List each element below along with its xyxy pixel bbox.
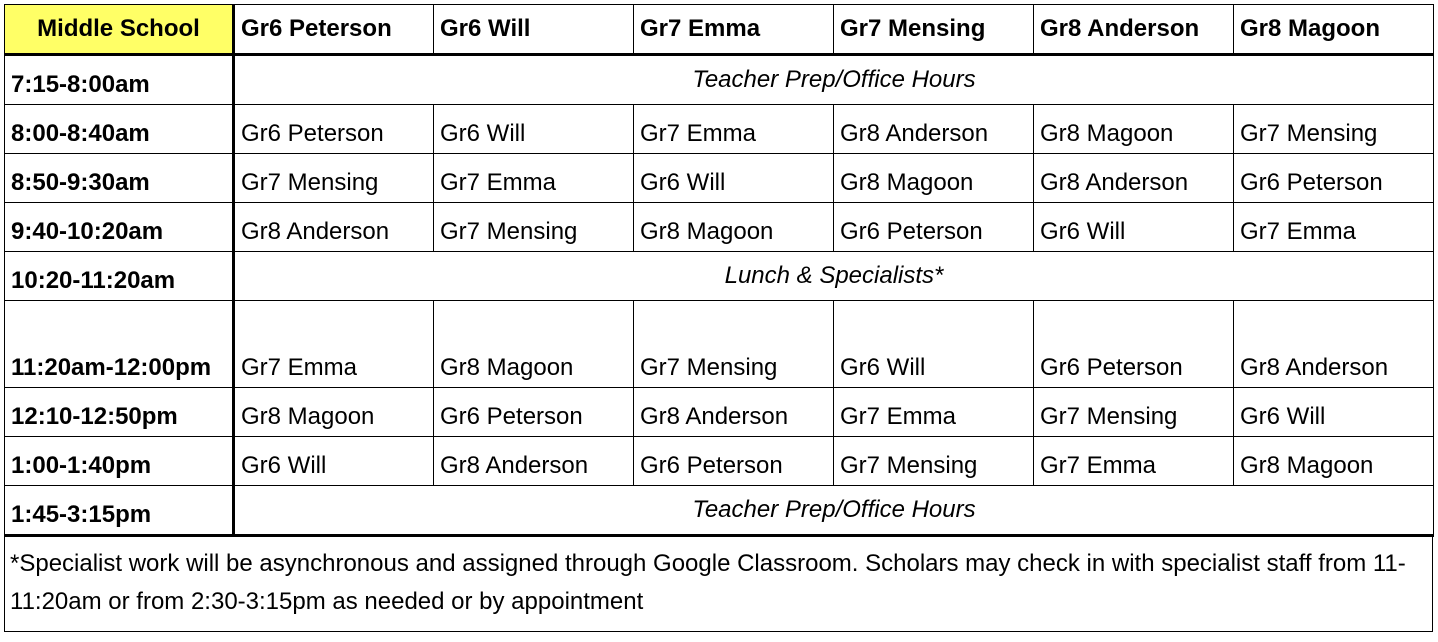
column-header: Gr6 Will bbox=[434, 5, 634, 55]
class-cell: Gr6 Will bbox=[634, 154, 834, 203]
class-cell: Gr8 Magoon bbox=[834, 154, 1034, 203]
class-cell: Gr6 Will bbox=[234, 437, 434, 486]
footnote: *Specialist work will be asynchronous and assigned through Google Classroom. Scholars may check in with specialist staff from 11-11:20am or from 2:30-3:15pm as needed or by appointment bbox=[4, 537, 1433, 632]
time-slot: 8:50-9:30am bbox=[5, 154, 234, 203]
schedule-row bbox=[5, 388, 1434, 437]
block-label: Teacher Prep/Office Hours bbox=[234, 486, 1434, 536]
class-cell: Gr7 Mensing bbox=[634, 301, 834, 388]
schedule-row bbox=[5, 55, 1434, 105]
class-cell: Gr6 Will bbox=[434, 105, 634, 154]
class-cell: Gr8 Magoon bbox=[434, 301, 634, 388]
time-slot: 1:45-3:15pm bbox=[5, 486, 234, 536]
class-cell: Gr7 Emma bbox=[634, 105, 834, 154]
block-label: Lunch & Specialists* bbox=[234, 252, 1434, 301]
column-header: Gr8 Magoon bbox=[1234, 5, 1434, 55]
schedule-body bbox=[5, 5, 1434, 536]
class-cell: Gr6 Peterson bbox=[834, 203, 1034, 252]
time-slot: 9:40-10:20am bbox=[5, 203, 234, 252]
class-cell: Gr7 Mensing bbox=[1234, 105, 1434, 154]
class-cell: Gr8 Anderson bbox=[234, 203, 434, 252]
class-cell: Gr8 Magoon bbox=[634, 203, 834, 252]
time-slot: 10:20-11:20am bbox=[5, 252, 234, 301]
class-cell: Gr7 Mensing bbox=[234, 154, 434, 203]
class-cell: Gr6 Peterson bbox=[634, 437, 834, 486]
class-cell: Gr7 Mensing bbox=[1034, 388, 1234, 437]
block-label: Teacher Prep/Office Hours bbox=[234, 55, 1434, 105]
class-cell: Gr6 Peterson bbox=[234, 105, 434, 154]
class-cell: Gr7 Emma bbox=[434, 154, 634, 203]
column-header: Gr7 Emma bbox=[634, 5, 834, 55]
class-cell: Gr6 Will bbox=[834, 301, 1034, 388]
class-cell: Gr7 Emma bbox=[234, 301, 434, 388]
class-cell: Gr7 Emma bbox=[1034, 437, 1234, 486]
schedule-document bbox=[4, 4, 1433, 632]
class-cell: Gr7 Mensing bbox=[434, 203, 634, 252]
schedule-row bbox=[5, 486, 1434, 536]
time-slot: 7:15-8:00am bbox=[5, 55, 234, 105]
class-cell: Gr8 Magoon bbox=[1234, 437, 1434, 486]
class-cell: Gr8 Anderson bbox=[834, 105, 1034, 154]
class-cell: Gr7 Emma bbox=[1234, 203, 1434, 252]
schedule-row bbox=[5, 154, 1434, 203]
class-cell: Gr8 Anderson bbox=[434, 437, 634, 486]
class-cell: Gr7 Mensing bbox=[834, 437, 1034, 486]
class-cell: Gr8 Magoon bbox=[1034, 105, 1234, 154]
schedule-row bbox=[5, 203, 1434, 252]
column-header: Gr8 Anderson bbox=[1034, 5, 1234, 55]
time-slot: 12:10-12:50pm bbox=[5, 388, 234, 437]
class-cell: Gr6 Peterson bbox=[434, 388, 634, 437]
class-cell: Gr8 Anderson bbox=[1034, 154, 1234, 203]
schedule-row bbox=[5, 105, 1434, 154]
time-slot: 1:00-1:40pm bbox=[5, 437, 234, 486]
class-cell: Gr8 Magoon bbox=[234, 388, 434, 437]
column-header: Gr7 Mensing bbox=[834, 5, 1034, 55]
column-header: Gr6 Peterson bbox=[234, 5, 434, 55]
class-cell: Gr6 Peterson bbox=[1234, 154, 1434, 203]
class-cell: Gr7 Emma bbox=[834, 388, 1034, 437]
class-cell: Gr8 Anderson bbox=[1234, 301, 1434, 388]
class-cell: Gr6 Will bbox=[1234, 388, 1434, 437]
class-cell: Gr6 Will bbox=[1034, 203, 1234, 252]
class-cell: Gr8 Anderson bbox=[634, 388, 834, 437]
corner-header: Middle School bbox=[5, 5, 234, 55]
class-cell: Gr6 Peterson bbox=[1034, 301, 1234, 388]
time-slot: 11:20am-12:00pm bbox=[5, 301, 234, 388]
schedule-row bbox=[5, 301, 1434, 388]
schedule-row bbox=[5, 252, 1434, 301]
time-slot: 8:00-8:40am bbox=[5, 105, 234, 154]
header-row bbox=[5, 5, 1434, 55]
schedule-row bbox=[5, 437, 1434, 486]
schedule-table bbox=[4, 4, 1434, 537]
